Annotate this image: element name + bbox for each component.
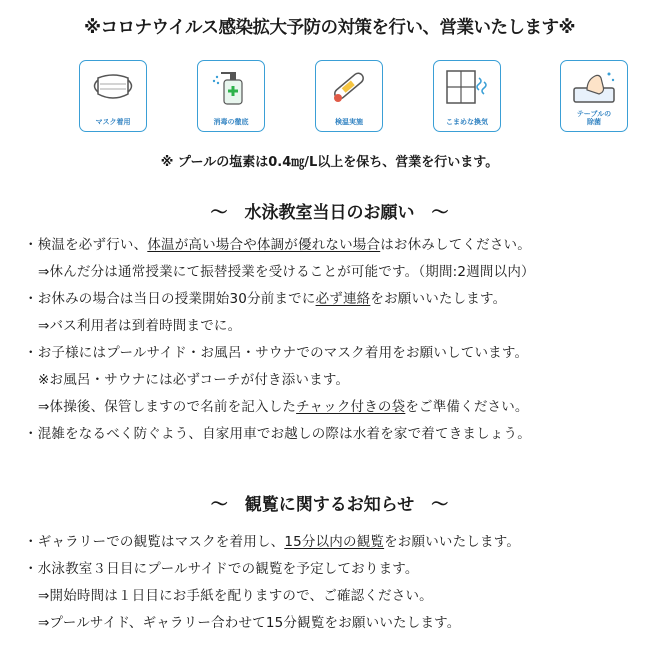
list-item: ⇒休んだ分は通常授業にて振替授業を受けることが可能です。（期間:2週間以内）: [38, 264, 535, 280]
ventilation-icon: [442, 66, 492, 108]
list-item: ・混雑をなるべく防ぐよう、自家用車でお越しの際は水着を家で着てきましょう。: [24, 426, 531, 442]
list-item: ⇒体操後、保管しますので名前を記入したチャック付きの袋をご準備ください。: [38, 399, 529, 415]
list-item: ⇒プールサイド、ギャラリー合わせて15分観覧をお願いいたします。: [38, 615, 461, 631]
thermometer-card: [315, 60, 383, 132]
list-item: ・水泳教室３日目にプールサイドでの観覧を予定しております。: [24, 561, 419, 577]
ventilation-card: [433, 60, 501, 132]
list-item: ・ギャラリーでの観覧はマスクを着用し、15分以内の観覧をお願いいたします。: [24, 534, 521, 550]
icon-label: マスク着用: [95, 118, 131, 126]
icon-label: 消毒の徹底: [213, 118, 249, 126]
mask-icon: [88, 66, 138, 108]
sanitizer-icon: [206, 66, 256, 108]
list-item: ・検温を必ず行い、体温が高い場合や体調が優れない場合はお休みしてください。: [24, 237, 531, 253]
list-item: ・お子様にはプールサイド・お風呂・サウナでのマスク着用をお願いしています。: [24, 345, 529, 361]
icon-label: こまめな換気: [446, 118, 488, 126]
list-item: ⇒バス利用者は到着時間までに。: [38, 318, 242, 334]
prevention-icons: [0, 60, 659, 140]
icon-label: テーブルの 除菌: [576, 110, 612, 126]
table-wipe-card: [560, 60, 628, 132]
icon-label: 検温実施: [335, 118, 363, 126]
section-heading-viewing: ～ 観覧に関するお知らせ ～: [210, 495, 449, 515]
sanitizer-card: [197, 60, 265, 132]
section-heading-class-day: ～ 水泳教室当日のお願い ～: [210, 203, 449, 223]
thermometer-icon: [324, 66, 374, 108]
mask-card: [79, 60, 147, 132]
list-item: ⇒開始時間は１日目にお手紙を配りますので、ご確認ください。: [38, 588, 433, 604]
list-item: ※お風呂・サウナには必ずコーチが付き添います。: [38, 372, 350, 388]
chlorine-note: ※ プールの塩素は0.4㎎/L以上を保ち、営業を行います。: [160, 155, 499, 170]
page-title: ※コロナウイルス感染拡大予防の対策を行い、営業いたします※: [84, 18, 575, 38]
table-wipe-icon: [569, 66, 619, 108]
list-item: ・お休みの場合は当日の授業開始30分前までに必ず連絡をお願いいたします。: [24, 291, 507, 307]
